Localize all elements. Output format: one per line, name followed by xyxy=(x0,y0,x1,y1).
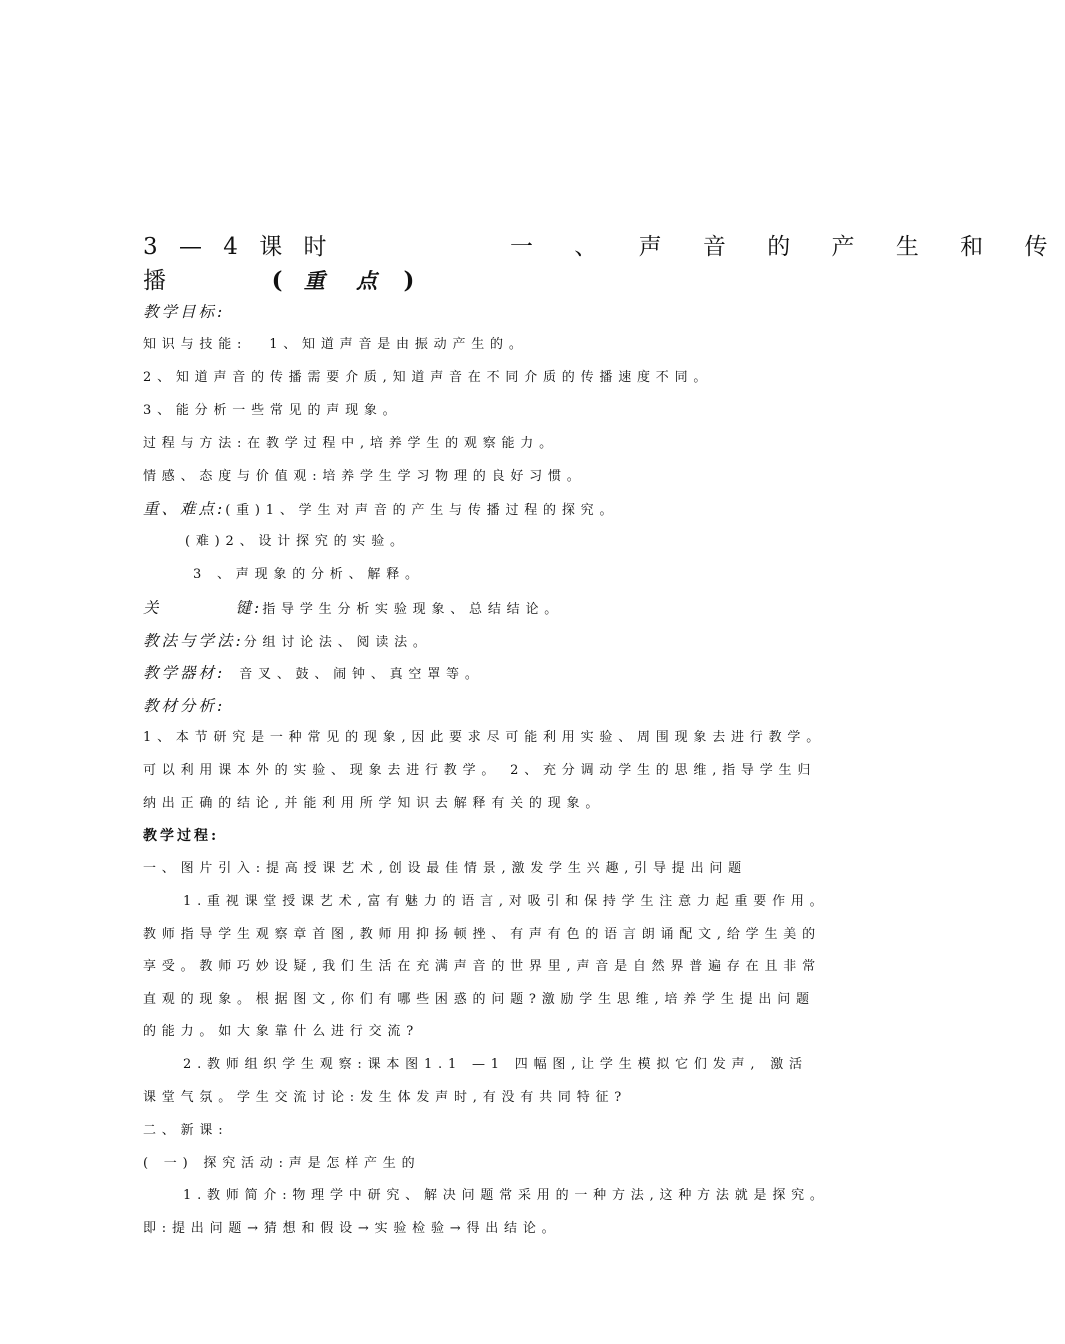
title-paren-open: ( xyxy=(271,267,290,294)
title-line-2 xyxy=(143,266,421,296)
key-point-mark: 重 点 xyxy=(303,268,390,293)
key-label-a: 关 xyxy=(143,599,162,617)
goal-process: 过程与方法:在教学过程中,培养学生的观察能力。 xyxy=(143,436,558,451)
key-line xyxy=(143,599,563,619)
title-section-heading: 一 、 声 音 的 产 生 和 传 xyxy=(510,234,1065,260)
goal-item-3: 3、能分析一些常见的声现象。 xyxy=(143,403,402,418)
key-text: 指导学生分析实验现象、总结结论。 xyxy=(262,602,564,617)
goals-label: 教学目标: xyxy=(143,303,226,321)
process-line: 1.重视课堂授课艺术,富有魅力的语言,对吸引和保持学生注意力起重要作用。 xyxy=(183,894,829,909)
process-line: 二、新课: xyxy=(143,1123,229,1138)
equipment-text: 音叉、鼓、闹钟、真空罩等。 xyxy=(239,667,484,682)
process-line: 课堂气氛。学生交流讨论:发生体发声时,有没有共同特征? xyxy=(143,1090,628,1105)
title-continuation: 播 xyxy=(143,268,173,294)
focus-item-1: (重)1、学生对声音的产生与传播过程的探究。 xyxy=(225,503,619,518)
analysis-line: 可以利用课本外的实验、现象去进行教学。 2、充分调动学生的思维,指导学生归 xyxy=(143,763,817,778)
focus-line-1 xyxy=(143,500,618,520)
focus-item-2: (难)2、设计探究的实验。 xyxy=(185,534,409,549)
equipment-label: 教学器材: xyxy=(143,664,226,682)
goal-item-1: 1、知道声音是由振动产生的。 xyxy=(269,337,528,352)
process-label: 教学过程: xyxy=(143,828,220,844)
process-line: 即:提出问题→猜想和假设→实验检验→得出结论。 xyxy=(143,1221,561,1236)
goal-item-2: 2、知道声音的传播需要介质,知道声音在不同介质的传播速度不同。 xyxy=(143,370,713,385)
process-line: 享受。教师巧妙设疑,我们生活在充满声音的世界里,声音是自然界普遍存在且非常 xyxy=(143,959,821,974)
process-line: 一、图片引入:提高授课艺术,创设最佳情景,激发学生兴趣,引导提出问题 xyxy=(143,861,747,876)
focus-item-3: 3 、声现象的分析、解释。 xyxy=(193,567,424,582)
process-line: 2.教师组织学生观察:课本图1.1 —1 四幅图,让学生模拟它们发声, 激活 xyxy=(183,1057,808,1072)
title-lesson-hours: 3 — 4 课 时 xyxy=(143,234,334,260)
methods-label: 教法与学法: xyxy=(143,632,244,650)
analysis-label: 教材分析: xyxy=(143,697,226,715)
focus-label: 重、难点: xyxy=(143,500,226,518)
knowledge-label: 知识与技能: xyxy=(143,337,248,352)
key-label-b: 键: xyxy=(235,599,263,617)
process-line: 的能力。如大象靠什么进行交流? xyxy=(143,1024,419,1039)
title-paren-close: ) xyxy=(403,267,422,294)
analysis-line: 1、本节研究是一种常见的现象,因此要求尽可能利用实验、周围现象去进行教学。 xyxy=(143,730,826,745)
process-line: 1.教师简介:物理学中研究、解决问题常采用的一种方法,这种方法就是探究。 xyxy=(183,1188,829,1203)
goals-knowledge-line xyxy=(143,336,528,354)
process-line: ( 一) 探究活动:声是怎样产生的 xyxy=(143,1156,421,1171)
goal-emotion: 情感、态度与价值观:培养学生学习物理的良好习惯。 xyxy=(143,469,586,484)
analysis-line: 纳出正确的结论,并能利用所学知识去解释有关的现象。 xyxy=(143,796,605,811)
methods-text: 分组讨论法、阅读法。 xyxy=(243,635,432,650)
process-line: 直观的现象。根据图文,你们有哪些困惑的问题?激励学生思维,培养学生提出问题 xyxy=(143,992,815,1007)
process-line: 教师指导学生观察章首图,教师用抑扬顿挫、有声有色的语言朗诵配文,给学生美的 xyxy=(143,927,821,942)
methods-line xyxy=(143,632,432,652)
equipment-line xyxy=(143,664,484,684)
